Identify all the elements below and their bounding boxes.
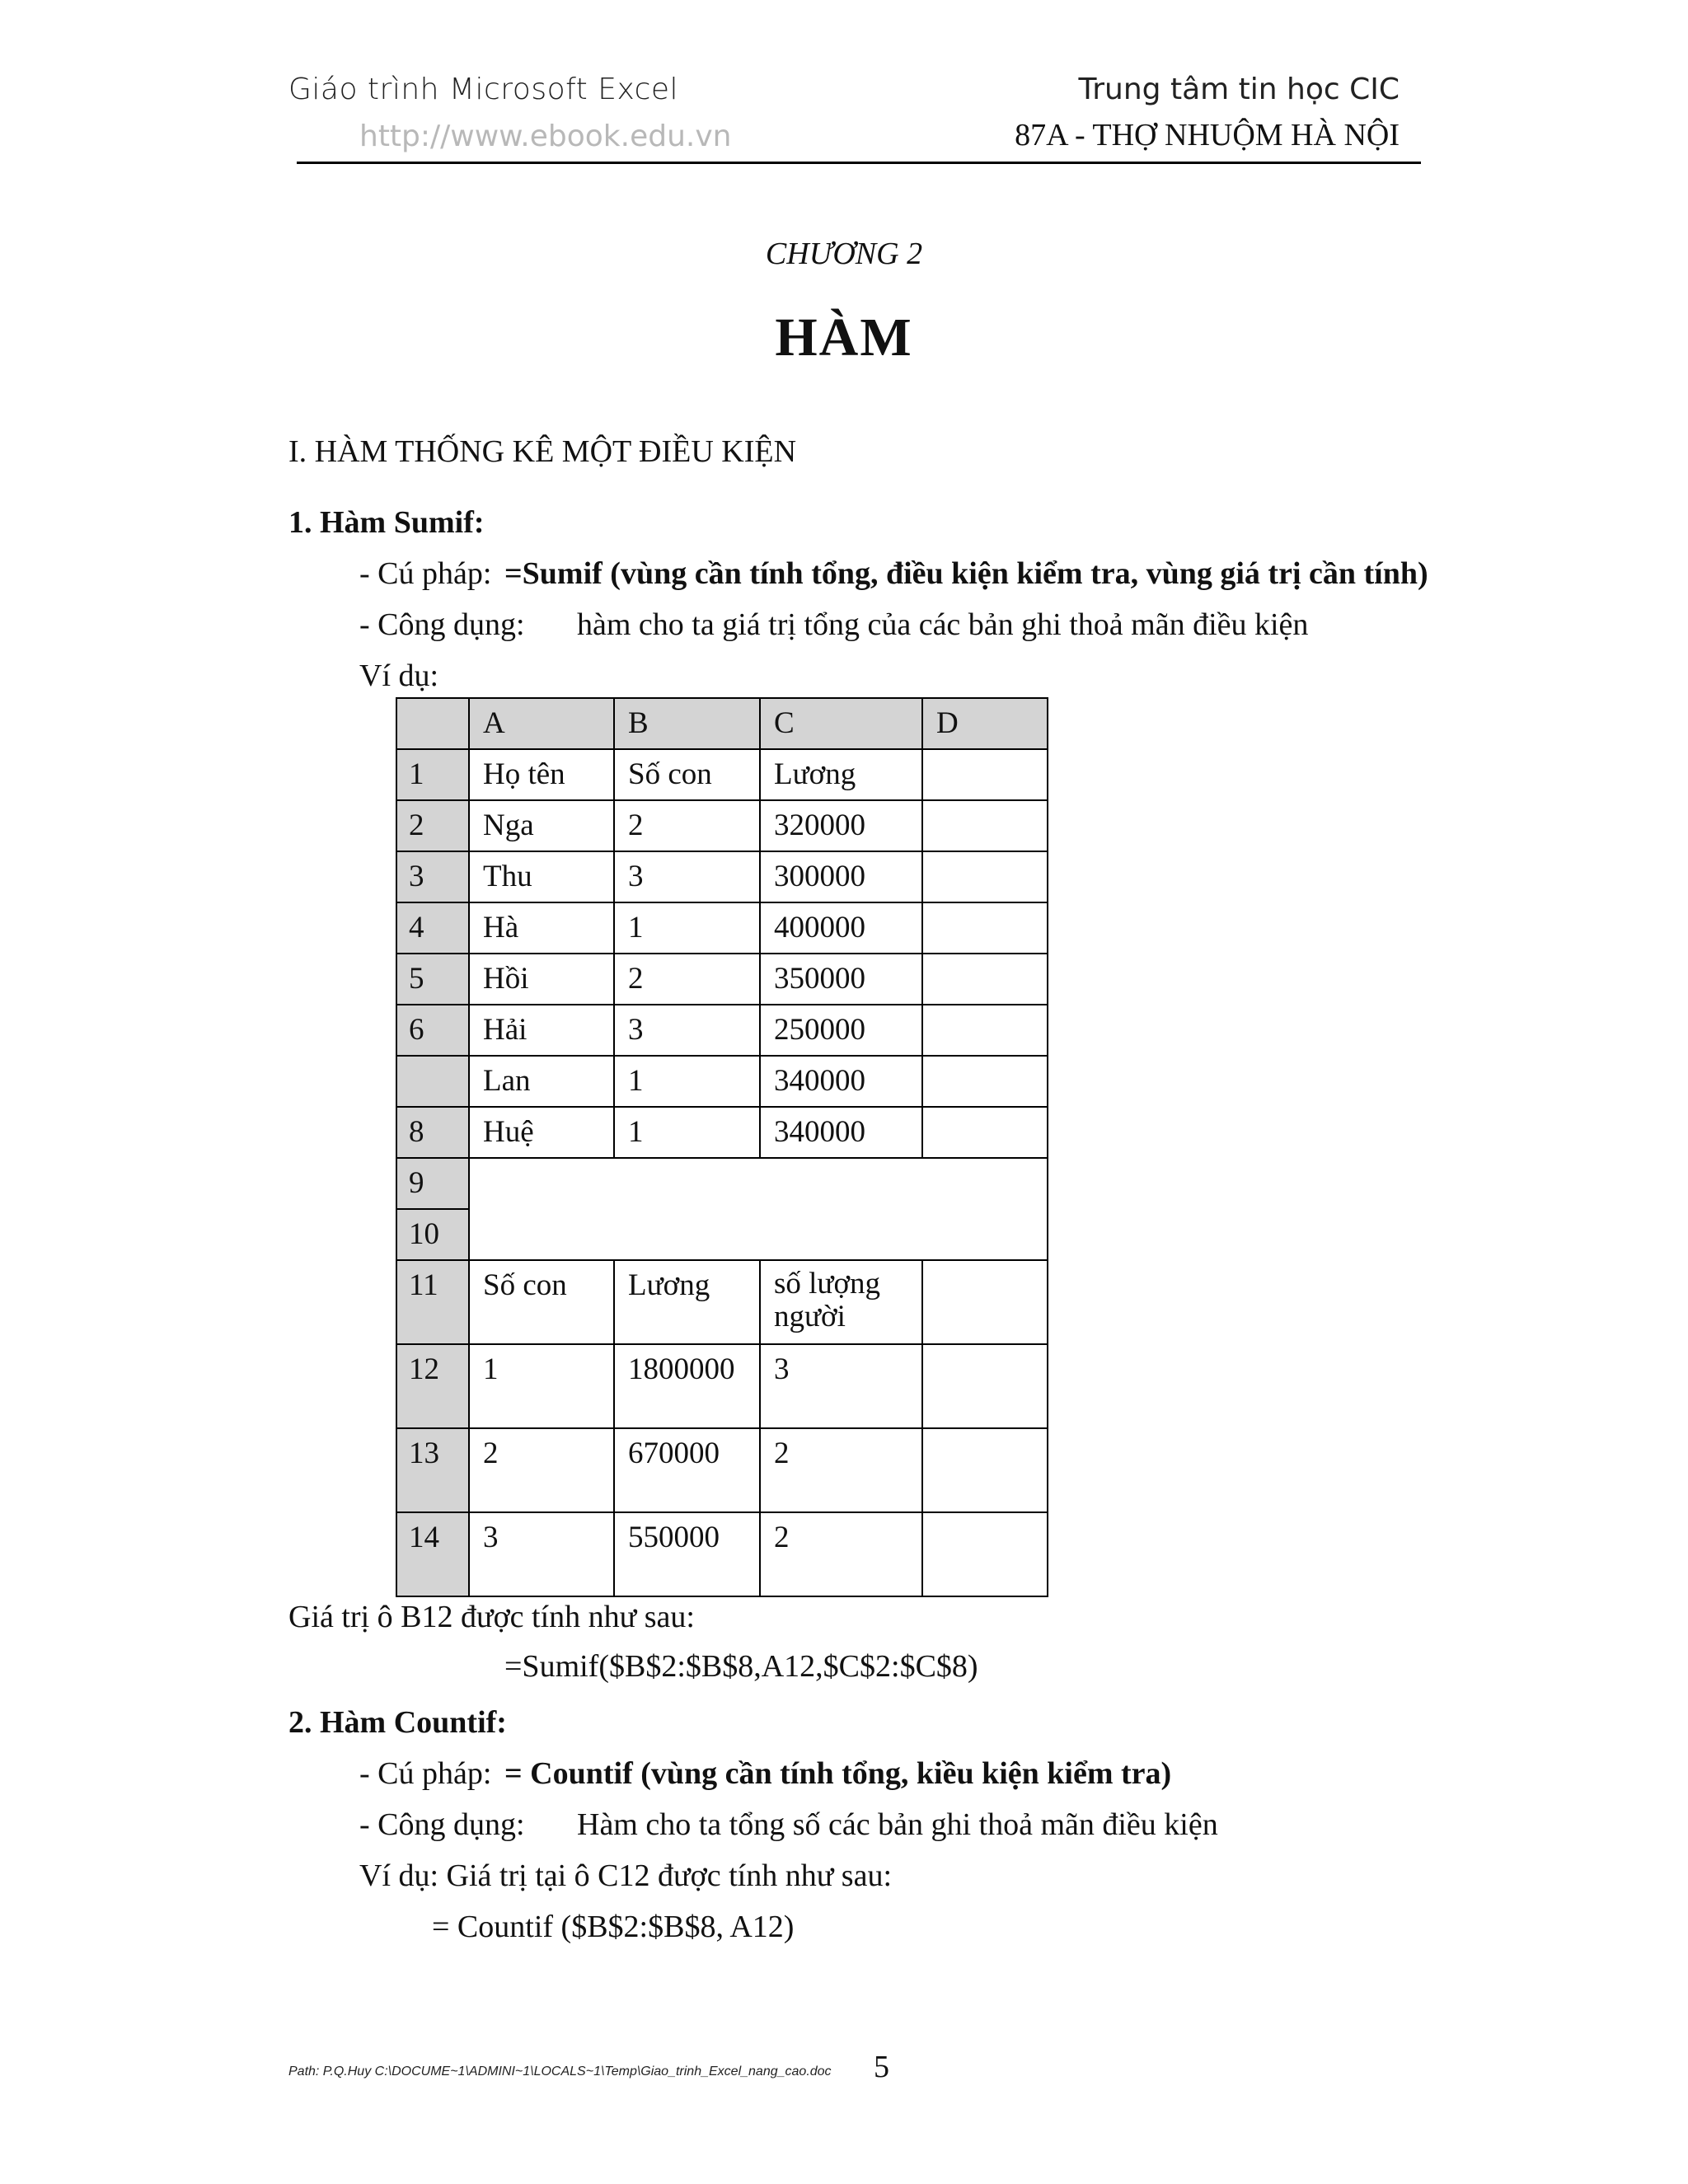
cell-c: 350000 (760, 954, 922, 1005)
column-header-a: A (469, 698, 614, 749)
cell-c: 320000 (760, 800, 922, 851)
cell-d (922, 749, 1048, 800)
table-row (396, 954, 1048, 1005)
countif-syntax-value: = Countif (vùng cần tính tổng, kiều kiện kiểm tra) (504, 1756, 1172, 1791)
column-header-b: B (614, 698, 760, 749)
cell-a: 2 (469, 1428, 614, 1512)
sumif-usage-value: hàm cho ta giá trị tổng của các bản ghi thoả mãn điều kiện (577, 607, 1309, 642)
cell-b: 2 (614, 954, 760, 1005)
corner-cell (396, 698, 469, 749)
cell-d (922, 1344, 1048, 1428)
column-header-d: D (922, 698, 1048, 749)
cell-a: Họ tên (469, 749, 614, 800)
cell-d (922, 1005, 1048, 1056)
cell-d (922, 1056, 1048, 1107)
column-header-c: C (760, 698, 922, 749)
cell-c: 250000 (760, 1005, 922, 1056)
example-spreadsheet (396, 697, 1048, 1597)
row-number: 5 (396, 954, 469, 1005)
countif-usage-value: Hàm cho ta tổng số các bản ghi thoả mãn điều kiện (577, 1807, 1218, 1842)
header-rule (297, 162, 1421, 164)
cell-c-text: số lượng người (774, 1267, 881, 1333)
table-row (396, 851, 1048, 902)
cell-a: 3 (469, 1512, 614, 1596)
row-number: 3 (396, 851, 469, 902)
row-number: 14 (396, 1512, 469, 1596)
sumif-formula: =Sumif($B$2:$B$8,A12,$C$2:$C$8) (504, 1649, 978, 1684)
countif-formula: = Countif ($B$2:$B$8, A12) (432, 1910, 795, 1944)
cell-c: 3 (760, 1344, 922, 1428)
cell-a: Thu (469, 851, 614, 902)
row-number: 2 (396, 800, 469, 851)
cell-a: Nga (469, 800, 614, 851)
cell-a: Hà (469, 902, 614, 954)
sumif-usage-label: - Công dụng: (359, 607, 525, 642)
footer-path: Path: P.Q.Huy C:\DOCUME~1\ADMINI~1\LOCALS~1\Temp\Giao_trinh_Excel_nang_cao.doc (288, 2064, 832, 2079)
cell-a: Hải (469, 1005, 614, 1056)
section-heading: I. HÀM THỐNG KÊ MỘT ĐIỀU KIỆN (288, 434, 797, 469)
cell-d (922, 851, 1048, 902)
cell-b: 1800000 (614, 1344, 760, 1428)
cell-d (922, 1428, 1048, 1512)
row-number: 12 (396, 1344, 469, 1428)
cell-b: 3 (614, 1005, 760, 1056)
cell-d (922, 1260, 1048, 1344)
cell-c: 400000 (760, 902, 922, 954)
cell-d (922, 902, 1048, 954)
cell-c: 340000 (760, 1056, 922, 1107)
cell-c: 300000 (760, 851, 922, 902)
cell-a: 1 (469, 1344, 614, 1428)
cell-b: 1 (614, 1107, 760, 1158)
row-number: 9 (396, 1158, 469, 1209)
cell-a: Hồi (469, 954, 614, 1005)
cell-d (922, 800, 1048, 851)
chapter-title: HÀM (775, 307, 913, 368)
row-number: 13 (396, 1428, 469, 1512)
cell-a: Huệ (469, 1107, 614, 1158)
table-row (396, 1107, 1048, 1158)
cell-b: 1 (614, 902, 760, 954)
cell-a: Số con (469, 1260, 614, 1344)
cell-c (760, 1260, 922, 1344)
cell-b: Lương (614, 1260, 760, 1344)
table-row (396, 1005, 1048, 1056)
sumif-syntax-label: - Cú pháp: (359, 556, 492, 591)
cell-b: 3 (614, 851, 760, 902)
sumif-heading: 1. Hàm Sumif: (288, 505, 485, 540)
sumif-note: Giá trị ô B12 được tính như sau: (288, 1600, 695, 1634)
row-number: 11 (396, 1260, 469, 1344)
cell-c: 2 (760, 1428, 922, 1512)
cell-c: 2 (760, 1512, 922, 1596)
cell-b: 1 (614, 1056, 760, 1107)
cell-d (922, 954, 1048, 1005)
row-number: 8 (396, 1107, 469, 1158)
cell-c: 340000 (760, 1107, 922, 1158)
page-number: 5 (874, 2050, 889, 2084)
table-row (396, 902, 1048, 954)
header-center-name: Trung tâm tin học CIC (1078, 73, 1400, 106)
cell-d (922, 1512, 1048, 1596)
table-row (396, 749, 1048, 800)
sumif-example-label: Ví dụ: (359, 658, 439, 693)
cell-b: 670000 (614, 1428, 760, 1512)
row-number: 1 (396, 749, 469, 800)
table-row (396, 1158, 1048, 1209)
countif-example: Ví dụ: Giá trị tại ô C12 được tính như sau: (359, 1858, 892, 1893)
table-row (396, 1428, 1048, 1512)
row-number: 4 (396, 902, 469, 954)
cell-a: Lan (469, 1056, 614, 1107)
header-address: 87A - THỢ NHUỘM HÀ NỘI (1015, 118, 1400, 152)
header-url: http://www.ebook.edu.vn (359, 120, 732, 153)
table-row (396, 1056, 1048, 1107)
merged-empty-cell (469, 1158, 1048, 1260)
table-row (396, 800, 1048, 851)
sumif-syntax-value: =Sumif (vùng cần tính tổng, điều kiện kiểm tra, vùng giá trị cần tính) (504, 556, 1428, 591)
row-number: 10 (396, 1209, 469, 1260)
cell-c: Lương (760, 749, 922, 800)
cell-b: 2 (614, 800, 760, 851)
cell-b: Số con (614, 749, 760, 800)
countif-heading: 2. Hàm Countif: (288, 1705, 507, 1740)
column-header-row (396, 698, 1048, 749)
row-number (396, 1056, 469, 1107)
table-row (396, 1260, 1048, 1344)
cell-d (922, 1107, 1048, 1158)
header-book-title: Giáo trình Microsoft Excel (288, 73, 679, 106)
cell-b: 550000 (614, 1512, 760, 1596)
table-row (396, 1512, 1048, 1596)
table-row (396, 1344, 1048, 1428)
countif-syntax-label: - Cú pháp: (359, 1756, 492, 1791)
chapter-label: CHƯƠNG 2 (765, 237, 923, 271)
countif-usage-label: - Công dụng: (359, 1807, 525, 1842)
row-number: 6 (396, 1005, 469, 1056)
